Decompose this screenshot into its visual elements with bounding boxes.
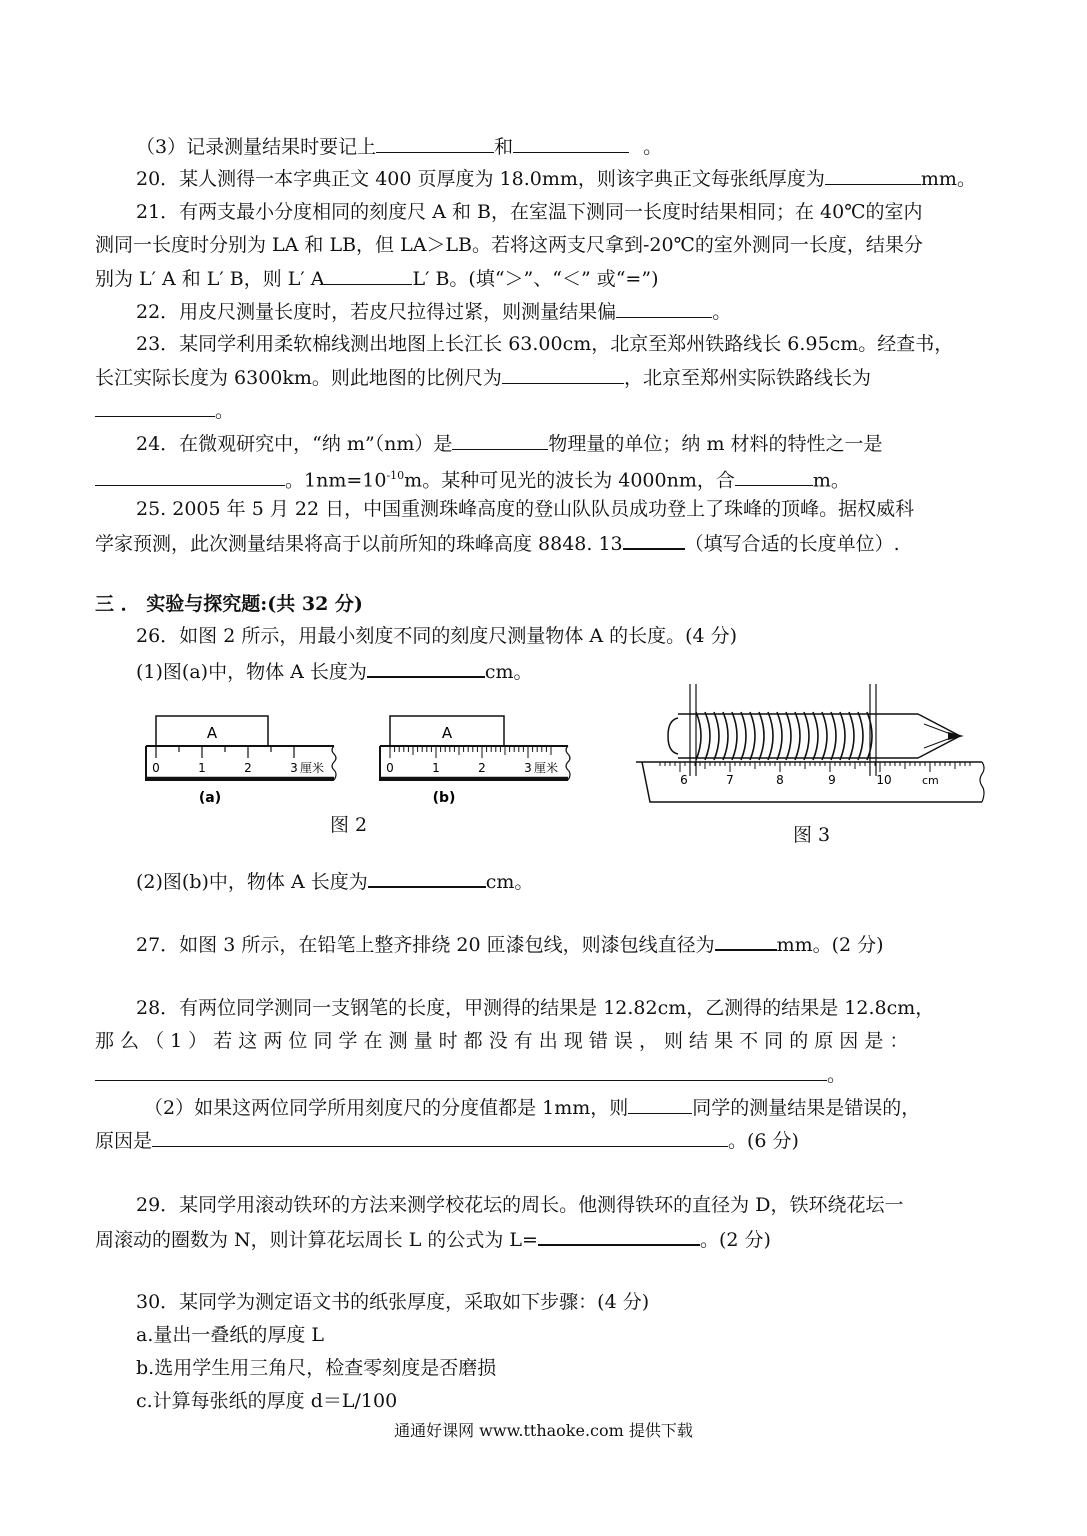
question-28-line4: [144, 1095, 920, 1120]
coil-turn: [813, 712, 818, 760]
tick-label: 6: [680, 773, 688, 787]
unit-label: 厘米: [534, 761, 559, 775]
answer-blank: [452, 431, 548, 450]
tick-label: 2: [478, 761, 486, 775]
coil-turn: [714, 712, 719, 760]
tick-label: 1: [432, 761, 440, 775]
question-27: [136, 931, 884, 957]
answer-blank: [95, 398, 215, 417]
coil-turn: [777, 712, 782, 760]
text: 。(2 分): [699, 1229, 771, 1251]
coil-turn: [840, 712, 845, 760]
text: 。: [643, 136, 663, 158]
answer-blank: [95, 1062, 827, 1081]
answer-blank: [628, 1095, 692, 1114]
answer-blank: [513, 134, 629, 153]
coil-turn: [705, 712, 710, 760]
question-23-line3: [95, 398, 234, 423]
coil-turn: [759, 712, 764, 760]
unit-label: 厘米: [300, 761, 325, 775]
text: L′ B。(填“＞”、“＜” 或“=”): [412, 268, 659, 290]
answer-blank: [324, 266, 412, 285]
figure-3-caption: 图 3: [793, 824, 831, 846]
answer-blank: [95, 467, 285, 486]
coil-turn: [696, 712, 701, 760]
step-b: b.选用学生用三角尺，检查零刻度是否磨损: [136, 1357, 497, 1379]
text: 24．在微观研究中，“纳 m”（nm）是: [136, 433, 453, 455]
question-23-line2: [95, 365, 871, 390]
step-a: a.量出一叠纸的厚度 L: [136, 1324, 325, 1346]
question-29-line2: [95, 1226, 771, 1252]
text: 27．如图 3 所示，在铅笔上整齐排绕 20 匝漆包线，则漆包线直径为: [136, 934, 715, 956]
answer-blank: [502, 365, 624, 384]
coil-turn: [831, 712, 836, 760]
step-c: c.计算每张纸的厚度 d＝L/100: [136, 1390, 398, 1412]
question-28-line1: 28．有两位同学测同一支钢笔的长度，甲测得的结果是 12.82cm，乙测得的结果是 12.8cm，: [136, 997, 935, 1019]
question-29-line1: 29．某同学用滚动铁环的方法来测学校花坛的周长。他测得铁环的直径为 D，铁环绕花坛一: [136, 1194, 904, 1216]
question-21-line1: 21．有两支最小分度相同的刻度尺 A 和 B，在室温下测同一长度时结果相同；在 40℃的室内: [136, 201, 923, 223]
figure-label: (a): [198, 790, 222, 806]
question-28-line2: 那 么 （ 1 ） 若 这 两 位 同 学 在 测 量 时 都 没 有 出 现 错 误 ， 则 结 果 不 同 的 原 因 是 ：: [95, 1030, 909, 1052]
text: 别为 L′ A 和 L′ B，则 L′ A: [95, 268, 325, 290]
tick-label: 7: [726, 773, 734, 787]
question-30: 30．某同学为测定语文书的纸张厚度，采取如下步骤：(4 分): [136, 1291, 650, 1313]
answer-blank: [152, 1128, 728, 1147]
answer-blank: [367, 658, 485, 678]
question-26: 26．如图 2 所示，用最小刻度不同的刻度尺测量物体 A 的长度。(4 分): [136, 625, 738, 647]
unit-label: cm: [922, 774, 939, 787]
text: 物理量的单位；纳 m 材料的特性之一是: [548, 433, 883, 455]
text: 原因是: [95, 1130, 153, 1152]
coil-turn: [750, 712, 755, 760]
text: 20．某人测得一本字典正文 400 页厚度为 18.0mm，则该字典正文每张纸厚度为: [136, 168, 825, 190]
text: 。(6 分): [728, 1130, 799, 1152]
text: mm。(2 分): [776, 934, 884, 956]
text: ，北京至郑州实际铁路线长为: [623, 367, 871, 389]
question-26-part2: [136, 868, 533, 894]
text: 。: [712, 301, 732, 323]
question-20: [136, 166, 976, 191]
coil-turn: [741, 712, 746, 760]
section-heading: 三 ． 实验与探究题:(共 32 分): [95, 593, 363, 615]
text: 长江实际长度为 6300km。则此地图的比例尺为: [95, 367, 502, 389]
tick-label: 0: [152, 761, 160, 775]
coil-turn: [768, 712, 773, 760]
figure-2-caption: 图 2: [330, 814, 368, 836]
answer-blank: [623, 530, 685, 550]
tick-label: 0: [386, 761, 394, 775]
question-28-line5: [95, 1128, 799, 1153]
tick-label: 1: [198, 761, 206, 775]
answer-blank: [368, 868, 486, 888]
question-24-line1: [136, 431, 883, 456]
text: m。某种可见光的波长为 4000nm，合: [404, 469, 735, 492]
text: （填写合适的长度单位）.: [684, 533, 900, 555]
tick-label: 3: [524, 761, 532, 775]
text: （2）如果这两位同学所用刻度尺的分度值都是 1mm，则: [144, 1097, 629, 1119]
coil-turn: [786, 712, 791, 760]
question-26-part1: [136, 658, 533, 684]
q19-part3: [136, 134, 662, 159]
figure-2b-ruler: [374, 712, 579, 808]
answer-blank: [616, 299, 712, 318]
text: mm。: [920, 168, 976, 190]
text: m。: [812, 469, 850, 492]
text: （3）记录测量结果时要记上: [136, 136, 377, 158]
coil-turn: [723, 712, 728, 760]
figure-2a-ruler: [140, 712, 345, 808]
coil-turn: [795, 712, 800, 760]
figure-label: (b): [432, 790, 456, 806]
coil-turn: [732, 712, 737, 760]
object-a-label: A: [206, 724, 218, 742]
question-23-line1: 23．某同学利用柔软棉线测出地图上长江长 63.00cm，北京至郑州铁路线长 6.95cm。经查书，: [136, 333, 954, 355]
question-21-line2: 测同一长度时分别为 LA 和 LB，但 LA＞LB。若将这两支尺拿到-20℃的室外测同一长度，结果分: [95, 234, 923, 256]
coil-turn: [804, 712, 809, 760]
question-21-line3: [95, 266, 658, 291]
text: (1)图(a)中，物体 A 长度为: [136, 661, 367, 683]
figure-3-pencil-coil: [630, 680, 990, 810]
text: 周滚动的圈数为 N，则计算花坛周长 L 的公式为 L=: [95, 1229, 538, 1251]
text: 同学的测量结果是错误的，: [692, 1097, 921, 1119]
exponent: -10: [386, 469, 405, 482]
coil-turn: [849, 712, 854, 760]
text: 和: [494, 136, 514, 158]
question-22: [136, 299, 731, 324]
text: (2)图(b)中，物体 A 长度为: [136, 871, 368, 893]
answer-blank: [715, 931, 777, 951]
text: cm。: [485, 871, 534, 893]
tick-label: 3: [290, 761, 298, 775]
question-28-line3: [95, 1062, 846, 1087]
text: 。1nm=10: [285, 469, 387, 492]
coil-turn: [822, 712, 827, 760]
page-footer: 通通好课网 www.tthaoke.com 提供下载: [394, 1421, 693, 1440]
tick-label: 9: [828, 773, 836, 787]
text: cm。: [484, 661, 533, 683]
text: 22．用皮尺测量长度时，若皮尺拉得过紧，则测量结果偏: [136, 301, 617, 323]
tick-label: 2: [244, 761, 252, 775]
coil-turn: [858, 712, 863, 760]
answer-blank: [735, 467, 813, 486]
object-a-label: A: [441, 724, 453, 742]
answer-blank: [538, 1226, 700, 1246]
answer-blank: [376, 134, 494, 153]
question-25-line1: 25. 2005 年 5 月 22 日，中国重测珠峰高度的登山队队员成功登上了珠峰的顶峰。据权威科: [136, 498, 915, 520]
text: 。: [827, 1064, 847, 1086]
question-25-line2: [95, 530, 900, 556]
question-24-line2: [95, 464, 850, 492]
text: 学家预测，此次测量结果将高于以前所知的珠峰高度 8848. 13: [95, 533, 623, 555]
answer-blank: [825, 166, 921, 185]
text: 。: [215, 400, 235, 422]
tick-label: 8: [776, 773, 784, 787]
tick-label: 10: [876, 773, 892, 787]
